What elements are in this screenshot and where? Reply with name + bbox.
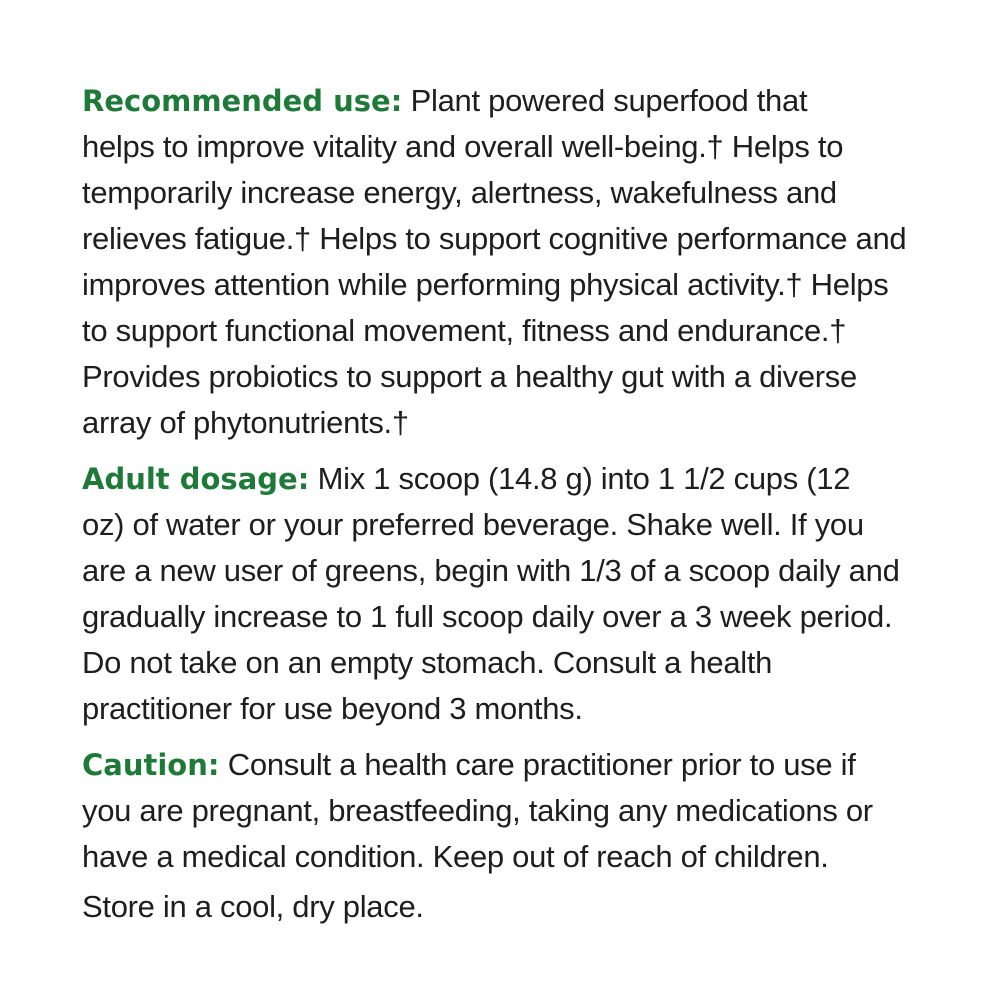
adult-dosage-section bbox=[82, 456, 932, 732]
caution-section bbox=[82, 742, 932, 930]
recommended-use-line: temporarily increase energy, alertness, wakefulness and bbox=[82, 175, 837, 210]
recommended-use-line: to support functional movement, fitness and endurance.† bbox=[82, 313, 847, 348]
adult-dosage-line: practitioner for use beyond 3 months. bbox=[82, 691, 583, 726]
adult-dosage-line: Mix 1 scoop (14.8 g) into 1 1/2 cups (12 bbox=[317, 461, 851, 496]
caution-line: Consult a health care practitioner prior to use if bbox=[227, 747, 856, 782]
caution-line: have a medical condition. Keep out of reach of children. bbox=[82, 839, 829, 874]
recommended-use-line: Provides probiotics to support a healthy gut with a diverse bbox=[82, 359, 857, 394]
adult-dosage-line: gradually increase to 1 full scoop daily over a 3 week period. bbox=[82, 599, 893, 634]
adult-dosage-line: Do not take on an empty stomach. Consult a health bbox=[82, 645, 773, 680]
recommended-use-line: relieves fatigue.† Helps to support cognitive performance and bbox=[82, 221, 907, 256]
recommended-use-first-line bbox=[82, 78, 932, 124]
caution-line: you are pregnant, breastfeeding, taking any medications or bbox=[82, 793, 873, 828]
caution-first-line bbox=[82, 742, 932, 788]
recommended-use-heading: Recommended use: bbox=[82, 84, 403, 118]
caution-heading: Caution: bbox=[82, 748, 220, 782]
product-label-text bbox=[82, 78, 932, 940]
adult-dosage-heading: Adult dosage: bbox=[82, 462, 310, 496]
recommended-use-line: improves attention while performing physical activity.† Helps bbox=[82, 267, 889, 302]
recommended-use-line: helps to improve vitality and overall well-being.† Helps to bbox=[82, 129, 844, 164]
adult-dosage-first-line bbox=[82, 456, 932, 502]
adult-dosage-line: are a new user of greens, begin with 1/3 of a scoop daily and bbox=[82, 553, 900, 588]
recommended-use-line: array of phytonutrients.† bbox=[82, 405, 409, 440]
recommended-use-line: Plant powered superfood that bbox=[410, 83, 808, 118]
storage-instruction: Store in a cool, dry place. bbox=[82, 889, 424, 924]
recommended-use-section bbox=[82, 78, 932, 446]
adult-dosage-line: oz) of water or your preferred beverage. Shake well. If you bbox=[82, 507, 864, 542]
